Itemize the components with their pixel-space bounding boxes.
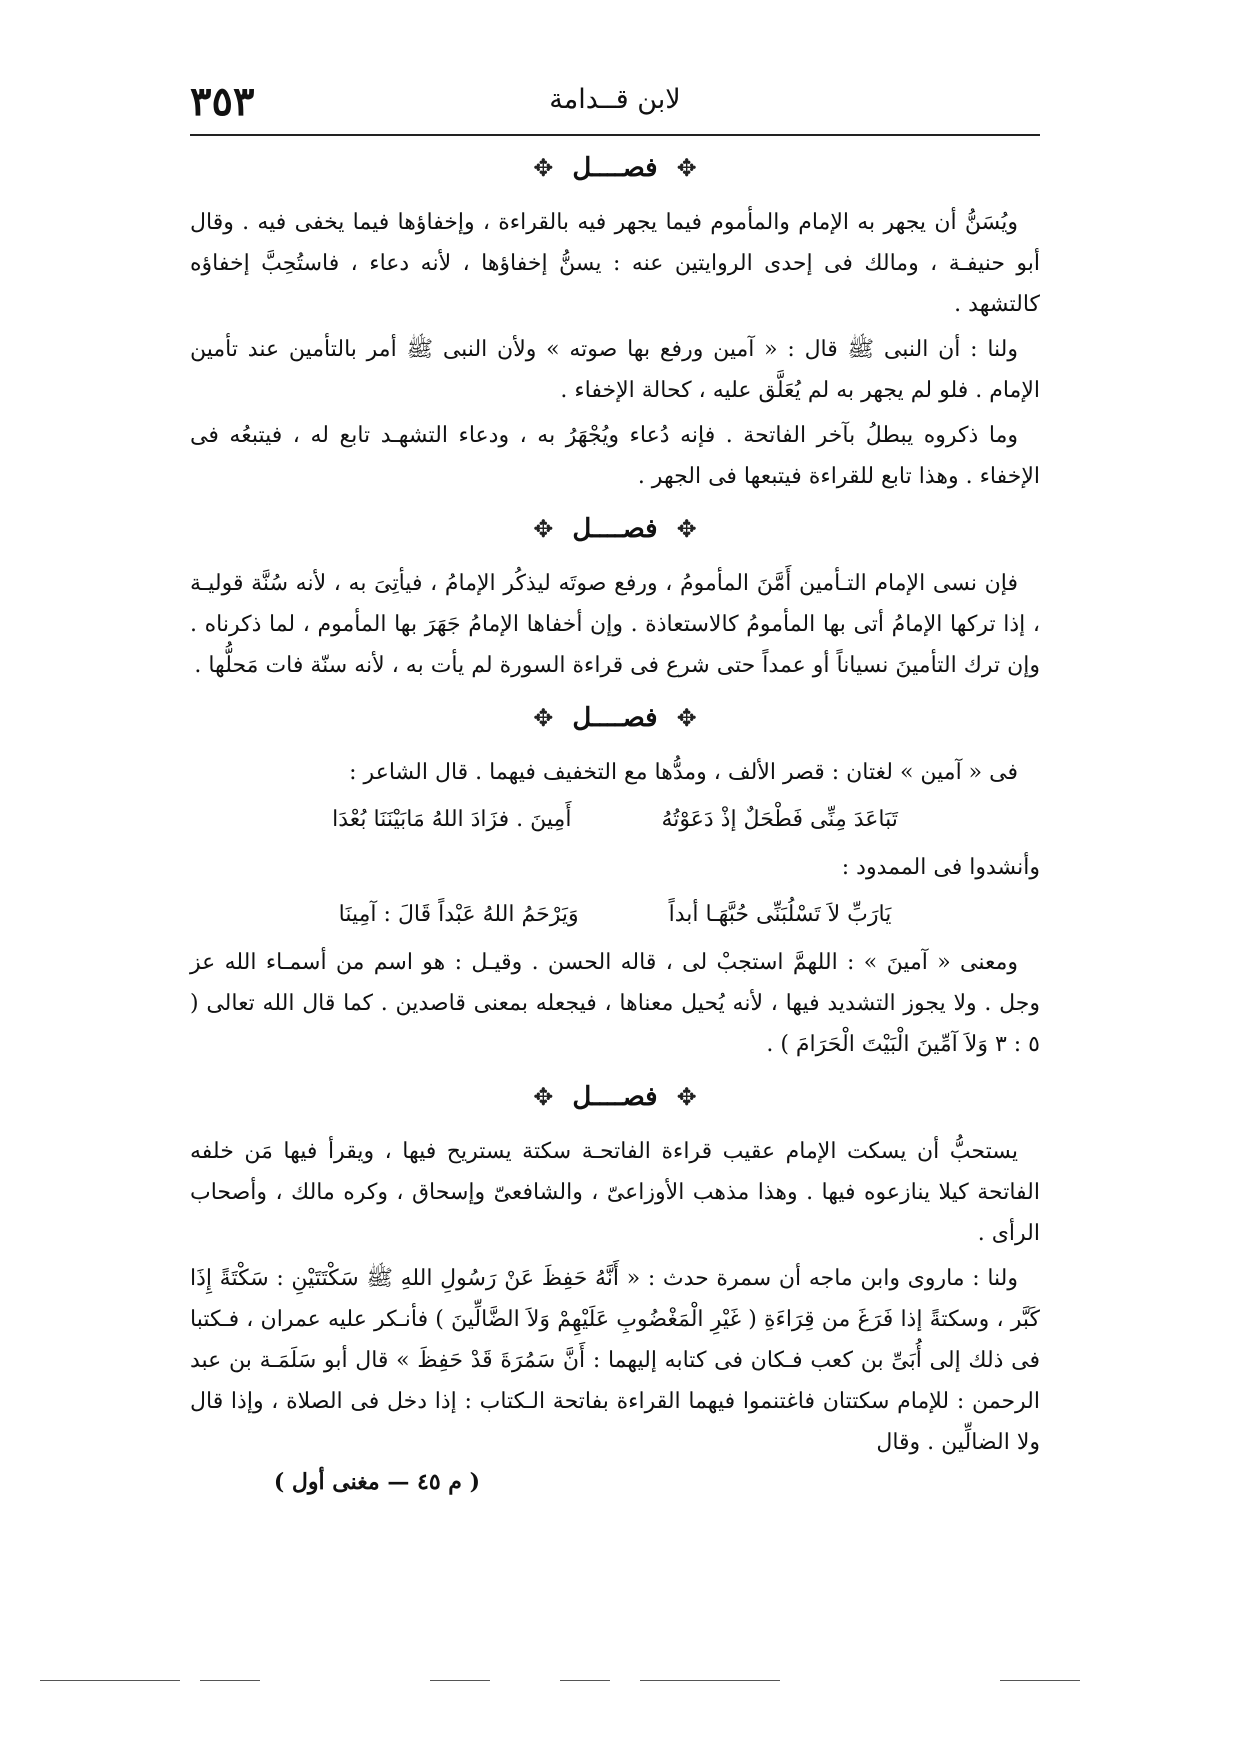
ornament-icon: ✥: [533, 1083, 554, 1111]
divider: [640, 1680, 780, 1681]
verse-hemistich: أَمِينَ . فزَادَ اللهُ مَابَيْنَنَا بُعْدَا: [332, 807, 572, 832]
section-heading: [190, 698, 1040, 738]
page: [190, 78, 1040, 1495]
ornament-icon: ✥: [533, 704, 554, 732]
verse-hemistich: وَيَرْحَمُ اللهُ عَبْداً قَالَ : آمِينَا: [338, 902, 579, 927]
section-title: فصــــل: [572, 153, 658, 183]
divider: [40, 1680, 180, 1681]
ornament-icon: ✥: [676, 1083, 697, 1111]
ornament-icon: ✥: [676, 515, 697, 543]
verse-hemistich: تَبَاعَدَ مِنِّى فَطْحَلٌ إذْ دَعَوْتُهُ: [661, 807, 898, 832]
paragraph: ولنا : أن النبى ﷺ قال : « آمين ورفع بها صوته » ولأن النبى ﷺ أمر بالتأمين عند تأمين الإمام . فلو لم يجهر به لم يُعَلَّق عليه ، كحالة الإخفاء .: [190, 337, 1040, 403]
running-head: [190, 78, 1040, 136]
ornament-icon: ✥: [533, 515, 554, 543]
signature-mark: ( م ٤٥ — مغنى أول ): [273, 1469, 480, 1495]
paragraph: ولنا : ماروى وابن ماجه أن سمرة حدث : « أَنَّهُ حَفِظَ عَنْ رَسُولِ اللهِ ﷺ سَكْتَتَيْنِ : سَكْتَةً إِذَا كَبَّر ، وسكتةً إذا فَرَغَ من قِرَاءَةِ ( غَيْرِ الْمَغْضُوبِ عَلَيْهِمْ وَلاَ الضَّالِّينَ ) فأنـكر عليه عمران ، فـكتبا فى ذلك إلى أُبَىِّ بن كعب فـكان فى كتابه إليهما : أَنَّ سَمُرَةَ قَدْ حَفِظَ » قال أبو سَلَمَـة بن عبد الرحمن : للإمام سكتتان فاغتنموا فيهما القراءة بفاتحة الـكتاب : إذا دخل فى الصلاة ، وإذا قال ولا الضالِّين . وقال: [190, 1266, 1040, 1455]
ornament-icon: ✥: [533, 154, 554, 182]
paragraph: يستحبُّ أن يسكت الإمام عقيب قراءة الفاتحـة سكتة يستريح فيها ، ويقرأ فيها مَن خلفه الفاتحة كيلا ينازعوه فيها . وهذا مذهب الأوزاعىّ ، والشافعىّ وإسحاق ، وكره مالك ، وأصحاب الرأى .: [190, 1139, 1040, 1246]
page-number: ٣٥٣: [190, 78, 255, 125]
poem-verse: [190, 797, 1040, 843]
divider: [200, 1680, 260, 1681]
section-heading: [190, 1077, 1040, 1117]
ornament-icon: ✥: [676, 704, 697, 732]
divider: [1000, 1680, 1080, 1681]
paragraph: ويُسَنُّ أن يجهر به الإمام والمأموم فيما يجهر فيه بالقراءة ، وإخفاؤها فيما يخفى فيه . وقال أبو حنيفـة ، ومالك فى إحدى الروايتين عنه : يسنُّ إخفاؤها ، لأنه دعاء ، فاستُحِبَّ إخفاؤه كالتشهد .: [190, 210, 1040, 317]
divider: [560, 1680, 610, 1681]
paragraph: وما ذكروه يبطلُ بآخر الفاتحة . فإنه دُعاء ويُجْهَرُ به ، ودعاء التشهـد تابع له ، فيتبعُه فى الإخفاء . وهذا تابع للقراءة فيتبعها فى الجهر .: [190, 423, 1040, 489]
ornament-icon: ✥: [676, 154, 697, 182]
section-title: فصــــل: [572, 1082, 658, 1112]
bottom-rules: [0, 1680, 1240, 1700]
section-heading: [190, 509, 1040, 549]
section-title: فصــــل: [572, 514, 658, 544]
paragraph: فى « آمين » لغتان : قصر الألف ، ومدُّها مع التخفيف فيهما . قال الشاعر :: [349, 760, 1018, 785]
verse-hemistich: يَارَبِّ لاَ تَسْلُبَنِّى حُبَّهَـا أبداً: [668, 902, 892, 927]
section-heading: [190, 148, 1040, 188]
divider: [430, 1680, 490, 1681]
paragraph: وأنشدوا فى الممدود :: [841, 855, 1040, 880]
section-title: فصــــل: [572, 703, 658, 733]
paragraph: فإن نسى الإمام التـأمين أَمَّنَ المأمومُ ، ورفع صوتَه ليذكُر الإمامُ ، فيأتِىَ به ، لأنه سُنَّة قوليـة ، إذا تركها الإمامُ أتى بها المأمومُ كالاستعاذة . وإن أخفاها الإمامُ جَهَرَ بها المأموم ، لما ذكرناه . وإن ترك التأمينَ نسياناً أو عمداً حتى شرع فى قراءة السورة لم يأت به ، لأنه سنّة فات مَحلُّها .: [190, 571, 1040, 678]
book-title: لابن قــدامة: [549, 84, 681, 115]
poem-verse: [190, 892, 1040, 938]
paragraph: ومعنى « آمينَ » : اللهمَّ استجبْ لى ، قاله الحسن . وقيـل : هو اسم من أسمـاء الله عز وجل . ولا يجوز التشديد فيها ، لأنه يُحيل معناها ، فيجعله بمعنى قاصدين . كما قال الله تعالى ( ٥ : ٣ وَلاَ آمِّينَ الْبَيْتَ الْحَرَامَ ) .: [190, 950, 1040, 1057]
